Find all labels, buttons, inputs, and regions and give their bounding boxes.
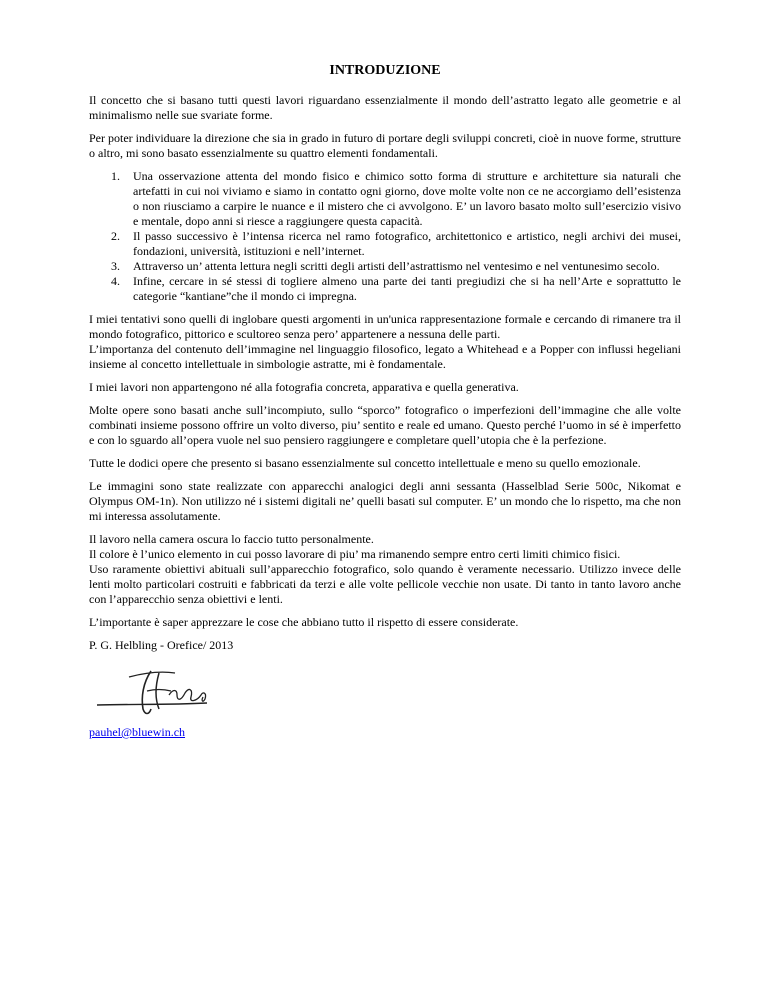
list-number: 1. (111, 169, 120, 183)
elements-list (89, 169, 681, 304)
list-item (89, 274, 681, 304)
list-item-text: Il passo successivo è l’intensa ricerca nel ramo fotografico, architettonico e artistico, negli archivi dei musei, fondazioni, università, istituzioni e nell’internet. (133, 229, 681, 258)
works-paragraph: Molte opere sono basati anche sull’incompiuto, sullo “sporco” fotografico o imperfezioni dell’immagine che alle volte combinati insieme possono offrire un volto diverso, piu’ sentito e reale ed umano. Questo perché l’uomo in sé è imperfetto e con lo sguardo all’opera vuole nel suo pensiero raggiungere e completare quell’utopia che è la perfezione. (89, 403, 681, 447)
darkroom-paragraph-3: Uso raramente obiettivi abituali sull’apparecchio fotografico, solo quando è veramente necessario. Utilizzo invece delle lenti molto particolari costruiti e fabbricati da terzi e alle volte pellicole vecchie non usate. Di tanto in tanto lavoro anche con l’apparecchio senza obiettivi e lenti. (89, 562, 681, 606)
intro-paragraph-2: Per poter individuare la direzione che sia in grado in futuro di portare degli sviluppi concreti, cioè in nuove forme, strutture o altro, mi sono basato essenzialmente su quattro elementi fondamentali. (89, 131, 681, 160)
darkroom-paragraph-2: Il colore è l’unico elemento in cui posso lavorare di piu’ ma rimanendo sempre entro certi limiti chimico fisici. (89, 547, 621, 561)
email-link[interactable]: pauhel@bluewin.ch (89, 725, 186, 739)
attempts-paragraph: I miei tentativi sono quelli di inglobare questi argomenti in un'unica rappresentazione formale e cercando di rimanere tra il mondo fotografico, pittorico e scultoreo senza pero’ appartenere a nessuna delle parti. (89, 312, 681, 341)
list-number: 2. (111, 229, 120, 243)
list-item-text: Una osservazione attenta del mondo fisico e chimico sotto forma di strutture e architetture sia naturali che artefatti in cui noi viviamo e siamo in contatto ogni giorno, dove molte volte non ce ne accorgiamo dell’esistenza o non riusciamo a carpire le nuance e il mistero che ci avvolgono. E’ un lavoro basato molto sull’esercizio visivo e mentale, dopo anni si riesce a raggiungere questa capacità. (133, 169, 681, 228)
twelve-works-paragraph: Tutte le dodici opere che presento si basano essenzialmente sul concetto intellettuale e meno su quello emozionale. (89, 456, 641, 470)
list-item-text: Attraverso un’ attenta lettura negli scritti degli artisti dell’astrattismo nel ventesimo e nel ventunesimo secolo. (133, 259, 660, 273)
intro-paragraph-1: Il concetto che si basano tutti questi lavori riguardano essenzialmente il mondo dell’astratto legato alle geometrie e al minimalismo nelle sue svariate forme. (89, 93, 681, 122)
importance-paragraph: L’importanza del contenuto dell’immagine nel linguaggio filosofico, legato a Whitehead e a Popper con influssi hegeliani insieme al concetto intellettuale in simbologie astratte, mi è fondamentale. (89, 342, 681, 371)
document-page (89, 62, 681, 740)
list-item (89, 229, 681, 259)
not-belong-paragraph: I miei lavori non appartengono né alla fotografia concreta, apparativa e quella generativa. (89, 380, 519, 394)
darkroom-paragraph-1: Il lavoro nella camera oscura lo faccio tutto personalmente. (89, 532, 374, 546)
signature-line: P. G. Helbling - Orefice/ 2013 (89, 638, 234, 652)
list-number: 4. (111, 274, 120, 288)
signature-icon (89, 665, 239, 725)
closing-paragraph: L’importante è saper apprezzare le cose che abbiano tutto il rispetto di essere considerate. (89, 615, 519, 629)
list-item (89, 169, 681, 229)
list-item (89, 259, 681, 274)
list-number: 3. (111, 259, 120, 273)
signature-image (89, 665, 681, 725)
list-item-text: Infine, cercare in sé stessi di togliere almeno una parte dei tanti pregiudizi che si ha nell’Arte e soprattutto le categorie “kantiane”che il mondo ci impregna. (133, 274, 681, 303)
page-title: INTRODUZIONE (329, 63, 441, 78)
images-paragraph: Le immagini sono state realizzate con apparecchi analogici degli anni sessanta (Hasselblad Serie 500c, Nikomat e Olympus OM-1n). Non utilizzo né i sistemi digitali ne’ quelli basati sul computer. E’ un mondo che lo rispetto, ma che non mi interessa assolutamente. (89, 479, 681, 523)
